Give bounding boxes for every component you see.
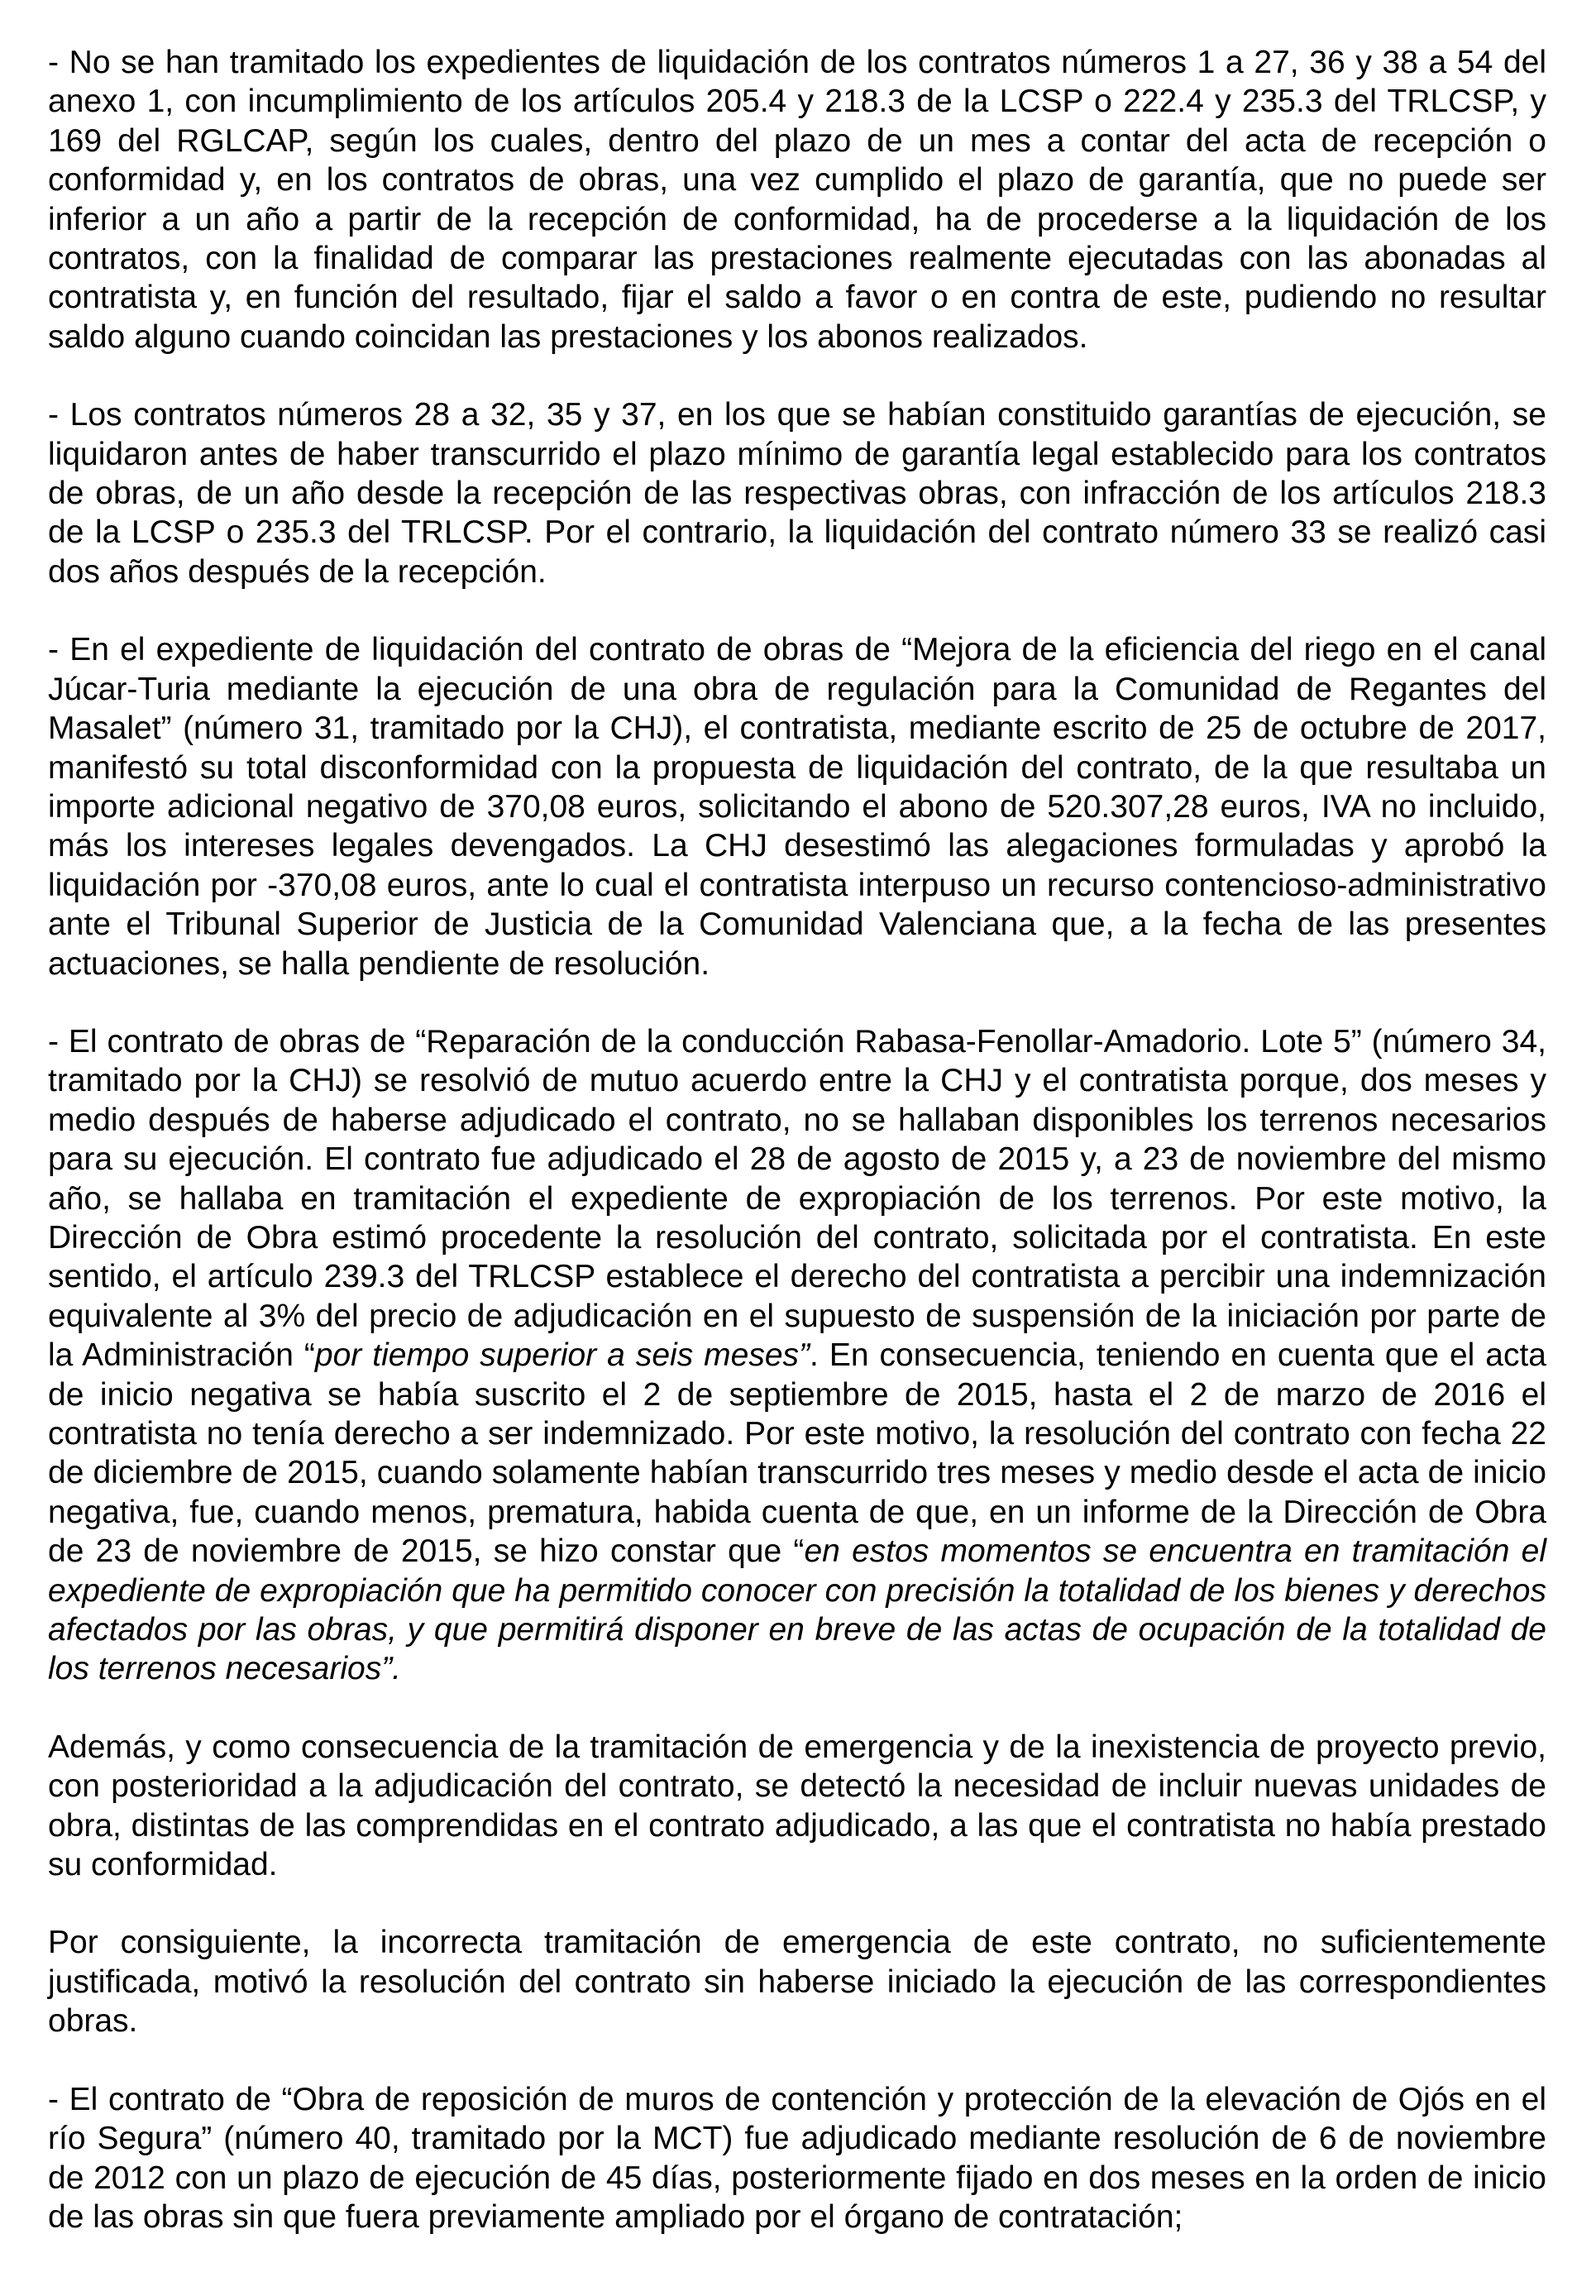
paragraph-text: Por consiguiente, la incorrecta tramitación de emergencia de este contrato, no suficientemente justificada, motivó la resolución del contrato sin haberse iniciado la ejecución de las correspondientes obras. xyxy=(48,1925,1546,2040)
paragraph-text: . En consecuencia, teniendo en cuenta que el acta de inicio negativa se había suscrito el 2 de septiembre de 2015, hasta el 2 de marzo de 2016 el contratista no tenía derecho a ser indemnizado. Por este motivo, la resolución del contrato con fecha 22 de diciembre de 2015, cuando solamente habían transcurrido tres meses y medio desde el acta de inicio negativa, fue, cuando menos, prematura, habida cuenta de que, en un informe de la Dirección de Obra de 23 de noviembre de 2015, se hizo constar que “ xyxy=(48,1337,1546,1570)
document-page xyxy=(48,43,1546,2236)
paragraph-text: - En el expediente de liquidación del contrato de obras de “Mejora de la eficiencia del riego en el canal Júcar-Turia mediante la ejecución de una obra de regulación para la Comunidad de Regantes del Masalet” (número 31, tramitado por la CHJ), el contratista, mediante escrito de 25 de octubre de 2017, manifestó su total disconformidad con la propuesta de liquidación del contrato, de la que resultaba un importe adicional negativo de 370,08 euros, solicitando el abono de 520.307,28 euros, IVA no incluido, más los intereses legales devengados. La CHJ desestimó las alegaciones formuladas y aprobó la liquidación por -370,08 euros, ante lo cual el contratista interpuso un recurso contencioso-administrativo ante el Tribunal Superior de Justicia de la Comunidad Valenciana que, a la fecha de las presentes actuaciones, se halla pendiente de resolución. xyxy=(48,632,1546,982)
paragraph-text: - El contrato de “Obra de reposición de muros de contención y protección de la elevación de Ojós en el río Segura” (número 40, tramitado por la MCT) fue adjudicado mediante resolución de 6 de noviembre de 2012 con un plazo de ejecución de 45 días, posteriormente fijado en dos meses en la orden de inicio de las obras sin que fuera previamente ampliado por el órgano de contratación; xyxy=(48,2081,1546,2235)
paragraph-text: - No se han tramitado los expedientes de liquidación de los contratos números 1 a 27, 36 y 38 a 54 del anexo 1, con incumplimiento de los artículos 205.4 y 218.3 de la LCSP o 222.4 y 235.3 del TRLCSP, y 169 del RGLCAP, según los cuales, dentro del plazo de un mes a contar del acta de recepción o conformidad y, en los contratos de obras, una vez cumplido el plazo de garantía, que no puede ser inferior a un año a partir de la recepción de conformidad, ha de procederse a la liquidación de los contratos, con la finalidad de comparar las prestaciones realmente ejecutadas con las abonadas al contratista y, en función del resultado, fijar el saldo a favor o en contra de este, pudiendo no resultar saldo alguno cuando coincidan las prestaciones y los abonos realizados. xyxy=(48,45,1546,355)
paragraph-text: - Los contratos números 28 a 32, 35 y 37, en los que se habían constituido garantías de ejecución, se liquidaron antes de haber transcurrido el plazo mínimo de garantía legal establecido para los contratos de obras, de un año desde la recepción de las respectivas obras, con infracción de los artículos 218.3 de la LCSP o 235.3 del TRLCSP. Por el contrario, la liquidación del contrato número 33 se realizó casi dos años después de la recepción. xyxy=(48,397,1546,590)
paragraph-text: - El contrato de obras de “Reparación de la conducción Rabasa-Fenollar-Amadorio. Lote 5” (número 34, tramitado por la CHJ) se resolvió de mutuo acuerdo entre la CHJ y el contratista porque, dos meses y medio después de haberse adjudicado el contrato, no se hallaban disponibles los terrenos necesarios para su ejecución. El contrato fue adjudicado el 28 de agosto de 2015 y, a 23 de noviembre del mismo año, se hallaba en tramitación el expediente de expropiación de los terrenos. Por este motivo, la Dirección de Obra estimó procedente la resolución del contrato, solicitada por el contratista. En este sentido, el artículo 239.3 del TRLCSP establece el derecho del contratista a percibir una indemnización equivalente al 3% del precio de adjudicación en el supuesto de suspensión de la iniciación por parte de la Administración “ xyxy=(48,1023,1546,1374)
paragraph-text: Además, y como consecuencia de la tramitación de emergencia y de la inexistencia de proyecto previo, con posterioridad a la adjudicación del contrato, se detectó la necesidad de incluir nuevas unidades de obra, distintas de las comprendidas en el contrato adjudicado, a las que el contratista no había prestado su conformidad. xyxy=(48,1729,1546,1883)
paragraph-contrato-34 xyxy=(48,1022,1546,1689)
paragraph-ademas xyxy=(48,1728,1546,1885)
paragraph-contrato-31 xyxy=(48,630,1546,983)
quote-italic: en estos momentos se encuentra en tramitación el expediente de expropiación que ha permitido conocer con precisión la totalidad de los bienes y derechos afectados por las obras, y que permitirá disponer en breve de las actas de ocupación de la totalidad de los terrenos necesarios”. xyxy=(48,1533,1546,1687)
paragraph-liquidacion-no-tramitada xyxy=(48,43,1546,356)
quote-italic: por tiempo superior a seis meses” xyxy=(314,1337,810,1374)
paragraph-liquidacion-anticipada xyxy=(48,395,1546,591)
paragraph-contrato-40 xyxy=(48,2080,1546,2237)
paragraph-por-consiguiente xyxy=(48,1923,1546,2040)
